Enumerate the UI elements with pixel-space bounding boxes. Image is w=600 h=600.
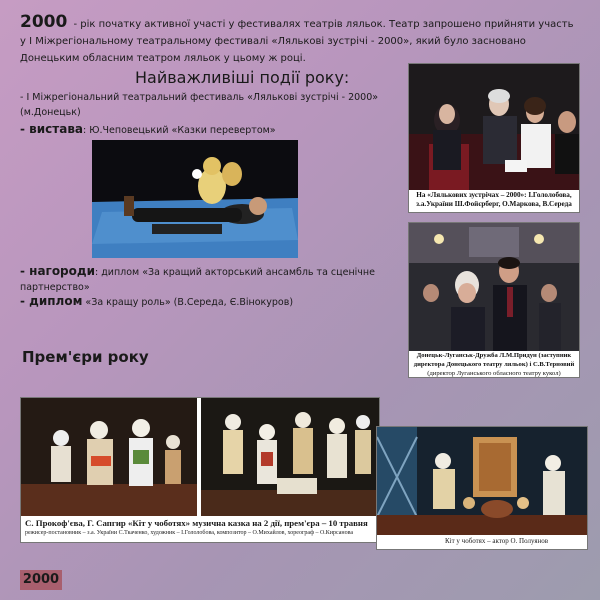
premieres-heading: Прем'єри року bbox=[22, 348, 149, 366]
photo-cat-in-boots bbox=[376, 426, 588, 550]
caption-friendship-line3: (директор Луганського обласного театру кукол) bbox=[427, 370, 561, 377]
show-label: - вистава bbox=[20, 122, 84, 136]
caption-festival-meeting: На «Лялькових зустрічах – 2000»: І.Гололобова, з.а.України Ш.Фойєрберг, О.Маркова, В.Середа bbox=[416, 191, 572, 208]
caption-friendship-line1: Донецьк-Луганськ-Дружба Л.М.Придун (заступник bbox=[416, 352, 572, 359]
festival-line: - І Міжрегіональний театральний фестиваль «Лялькові зустрічі - 2000» (м.Донецьк) bbox=[20, 92, 379, 118]
events-heading: Найважливіші події року: bbox=[135, 68, 350, 87]
premiere-strip-image bbox=[21, 398, 379, 516]
caption-friendship-line2: директора Донецького театру ляльок) і С.В.Терновий bbox=[413, 361, 575, 368]
show-text: : Ю.Чеповецький «Казки перевертом» bbox=[83, 125, 276, 136]
intro-text: - рік початку активної участі у фестивалях театрів ляльок. Театр запрошено прийняти участь у І Міжрегіональному театральному фестивалі «Лялькові зустрічі - 2000», який було засновано Донецьким обласним театром ляльок у цьому ж році. bbox=[20, 19, 574, 64]
intro-paragraph bbox=[20, 14, 580, 67]
diploma-label: - диплом bbox=[20, 294, 83, 308]
intro-year: 2000 bbox=[20, 12, 68, 32]
diploma-line bbox=[20, 294, 390, 310]
photo-donetsk-luhansk bbox=[408, 222, 580, 378]
awards-line bbox=[20, 264, 390, 295]
photo-puppet-show bbox=[92, 140, 298, 258]
photo-festival-meeting bbox=[408, 63, 580, 213]
caption-premiere-title: С. Прокоф'єва, Г. Сапгир «Кіт у чоботях» музична казка на 2 дії, прем'єра – 10 травня bbox=[25, 518, 368, 528]
puppet-show-image bbox=[92, 140, 298, 258]
caption-premiere-credits: режисер-постановник – з.а. України С.Ткаченко, художник – І.Гололобова, композитор – О.Михайлов, хореограф – О.Кирсанова bbox=[25, 530, 354, 536]
awards-text: : диплом «За кращий акторський ансамбль та сценічне партнерство» bbox=[20, 267, 375, 293]
festival-meeting-image bbox=[409, 64, 579, 190]
photo-premiere-strip bbox=[20, 397, 380, 543]
donetsk-luhansk-image bbox=[409, 223, 579, 351]
caption-cat-in-boots: Кіт у чоботях – актор О. Полуянов bbox=[445, 537, 549, 545]
footer-year-badge: 2000 bbox=[20, 570, 62, 590]
cat-in-boots-image bbox=[377, 427, 587, 535]
diploma-text: «За кращу роль» (В.Середа, Є.Вінокуров) bbox=[82, 297, 294, 308]
show-line bbox=[20, 122, 380, 138]
awards-label: - нагороди bbox=[20, 264, 95, 278]
